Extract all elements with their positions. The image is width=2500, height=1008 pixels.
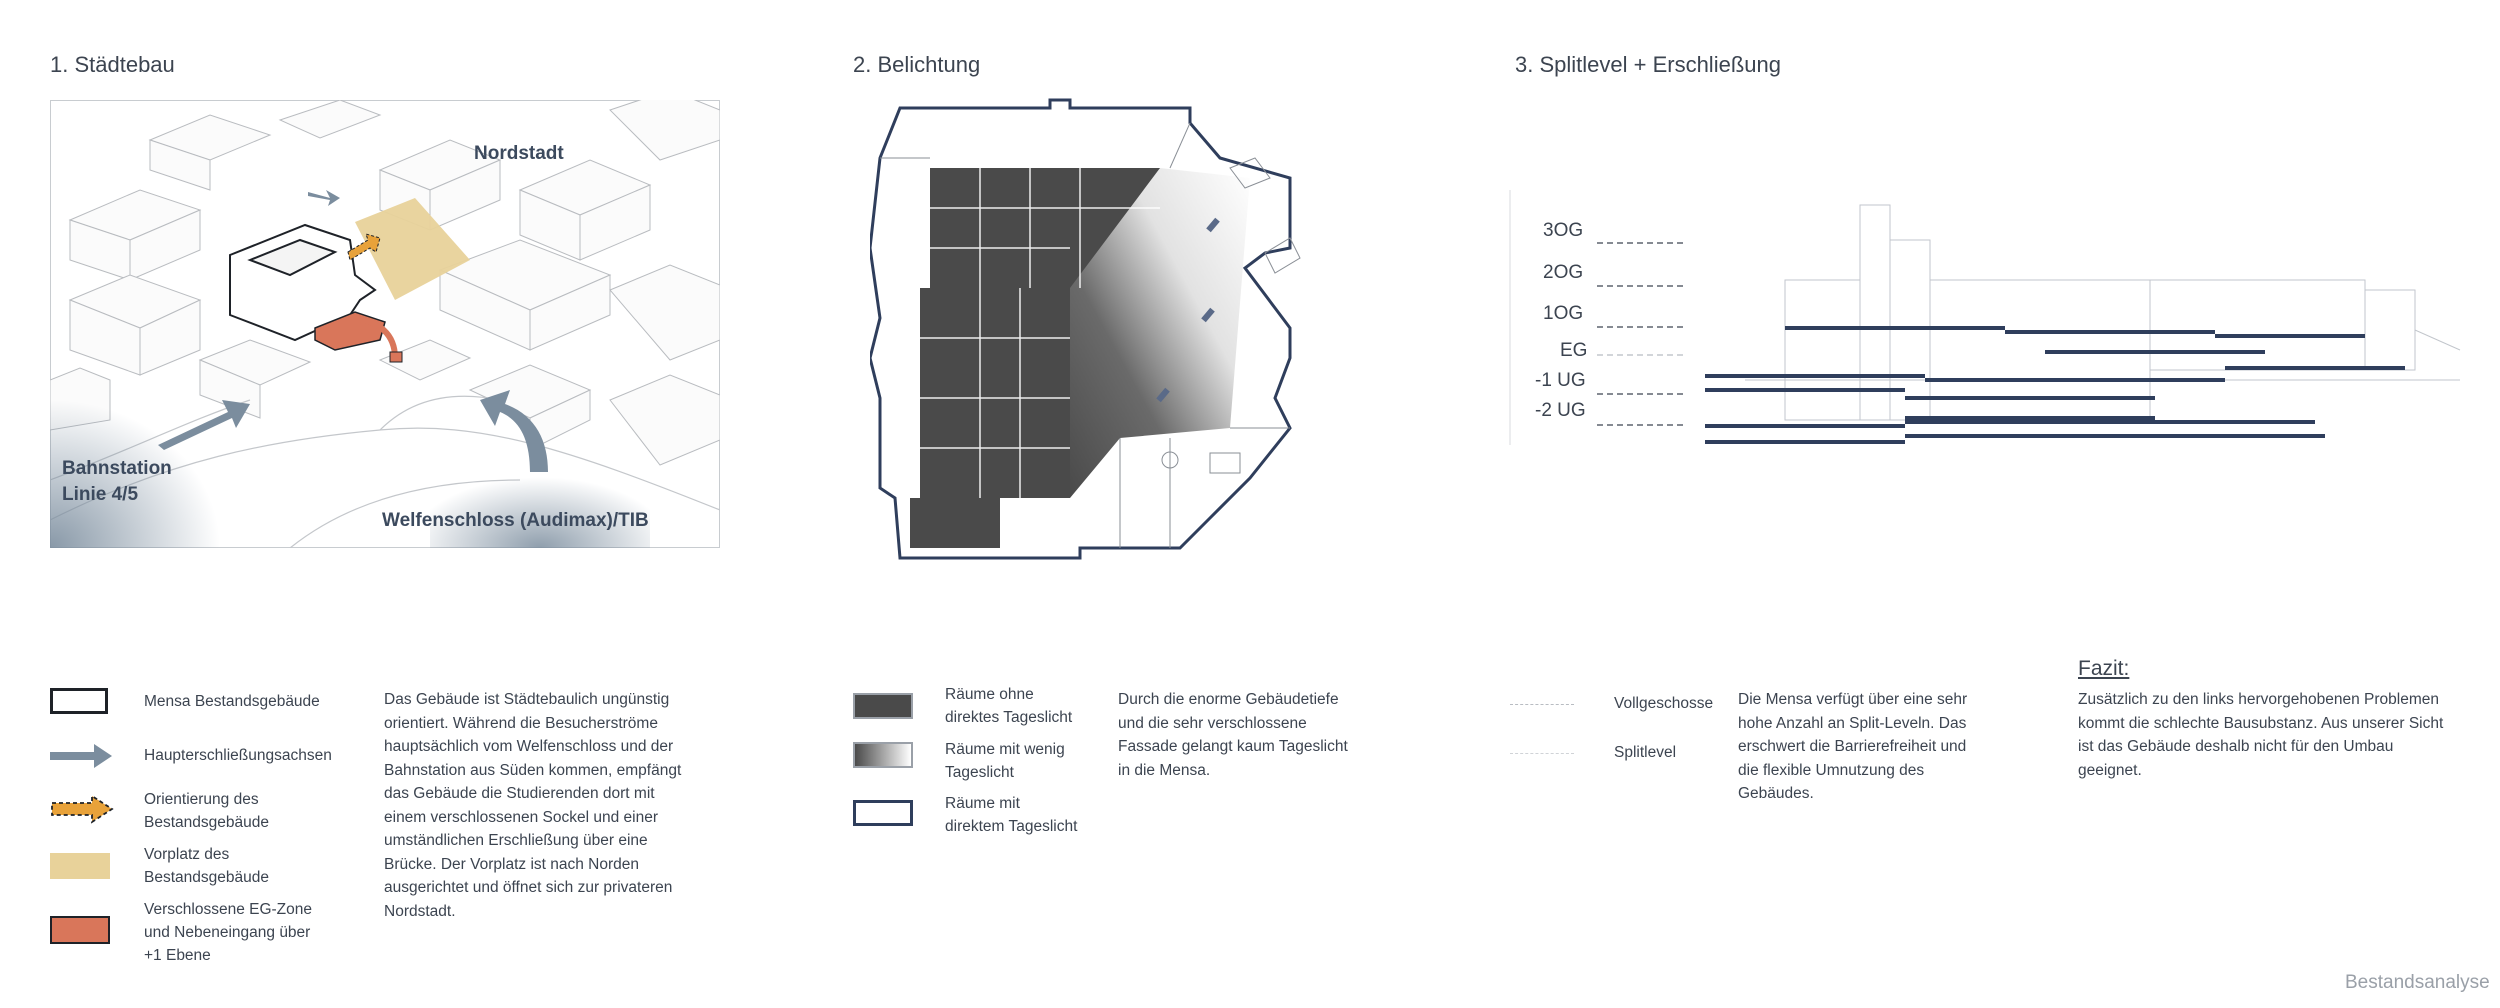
section-diagram bbox=[1505, 180, 2465, 450]
dashed-line-icon bbox=[1510, 704, 1574, 705]
legend2-label: Räume mit wenig Tageslicht bbox=[945, 741, 1065, 781]
footer-label: Bestandsanalyse bbox=[2345, 972, 2490, 993]
legend1-label: Haupterschließungsachsen bbox=[144, 747, 332, 764]
fazit-title: Fazit: bbox=[2078, 657, 2130, 680]
legend3-item-full-floors bbox=[1510, 692, 1713, 715]
legend3-label: Vollgeschosse bbox=[1614, 695, 1714, 712]
legend2-item-outline bbox=[853, 792, 1077, 838]
arrow-icon bbox=[50, 742, 114, 775]
legend2-label: Räume mit direktem Tageslicht bbox=[945, 795, 1078, 835]
map-label-linie: Linie 4/5 bbox=[62, 484, 139, 505]
outline-rect-icon bbox=[50, 688, 108, 714]
urban-map bbox=[50, 100, 720, 548]
fazit-paragraph: Zusätzlich zu den links hervorgehobenen Problemen kommt die schlechte Bausubstanz. Aus unserer Sicht ist das Gebäude deshalb nicht für den Umbau geeignet. bbox=[2078, 691, 2444, 779]
floor-plan bbox=[870, 98, 1370, 563]
level-3og: 3OG bbox=[1543, 220, 1584, 241]
section-title-staedtebau: 1. Städtebau bbox=[50, 52, 175, 77]
dashed-arrow-icon bbox=[50, 794, 114, 829]
legend1-label: Verschlossene EG-Zone und Nebeneingang über +1 Ebene bbox=[144, 901, 313, 964]
legend2-item-gradient bbox=[853, 738, 1065, 784]
legend1-item-orientation bbox=[50, 788, 269, 834]
level-1og: 1OG bbox=[1543, 303, 1584, 324]
legend1-label: Vorplatz des Bestandsgebäude bbox=[144, 846, 269, 886]
sand-rect-icon bbox=[50, 853, 110, 879]
legend2-label: Räume ohne direktes Tageslicht bbox=[945, 686, 1073, 726]
gradient-rect-icon bbox=[853, 742, 913, 768]
level-2og: 2OG bbox=[1543, 262, 1584, 283]
red-rect-icon bbox=[50, 916, 110, 944]
map-label-welfenschloss: Welfenschloss (Audimax)/TIB bbox=[382, 510, 649, 531]
legend3-label: Splitlevel bbox=[1614, 744, 1677, 761]
section-title-belichtung: 2. Belichtung bbox=[853, 52, 981, 77]
dark-rect-icon bbox=[853, 693, 913, 719]
section-title-splitlevel: 3. Splitlevel + Erschließung bbox=[1515, 52, 1781, 77]
level-minus1ug: -1 UG bbox=[1535, 370, 1586, 391]
legend1-label: Orientierung des Bestandsgebäude bbox=[144, 791, 269, 831]
map-label-bahnstation: Bahnstation bbox=[62, 458, 172, 479]
map-label-nordstadt: Nordstadt bbox=[474, 143, 564, 164]
legend1-item-closed-zone bbox=[50, 898, 312, 967]
legend1-paragraph: Das Gebäude ist Städtebaulich ungünstig orientiert. Während die Besucherströme hauptsächlich vom Welfenschloss und der Bahnstation aus Süden kommen, empfängt das Gebäude die Studierenden dort mit einem verschlossenen Sockel und einer umständlichen Erschließung über eine Brücke. Der Vorplatz ist nach Norden ausgerichtet und öffnet sich zur privateren Nordstadt. bbox=[384, 691, 682, 920]
level-eg: EG bbox=[1560, 340, 1588, 361]
legend1-item-mensa bbox=[50, 688, 320, 714]
legend1-item-forecourt bbox=[50, 843, 269, 889]
legend3-item-splitlevel bbox=[1510, 741, 1676, 764]
dashed-line-light-icon bbox=[1510, 753, 1574, 754]
legend1-label: Mensa Bestandsgebäude bbox=[144, 693, 320, 710]
outline-rect-icon bbox=[853, 800, 913, 826]
legend2-item-dark bbox=[853, 683, 1072, 729]
legend3-paragraph: Die Mensa verfügt über eine sehr hohe Anzahl an Split-Leveln. Das erschwert die Barrierefreiheit und die flexible Umnutzung des Gebäudes. bbox=[1738, 691, 1968, 802]
level-minus2ug: -2 UG bbox=[1535, 400, 1586, 421]
legend2-paragraph: Durch die enorme Gebäudetiefe und die sehr verschlossene Fassade gelangt kaum Tageslicht in die Mensa. bbox=[1118, 691, 1348, 779]
legend1-item-arrows bbox=[50, 742, 332, 775]
